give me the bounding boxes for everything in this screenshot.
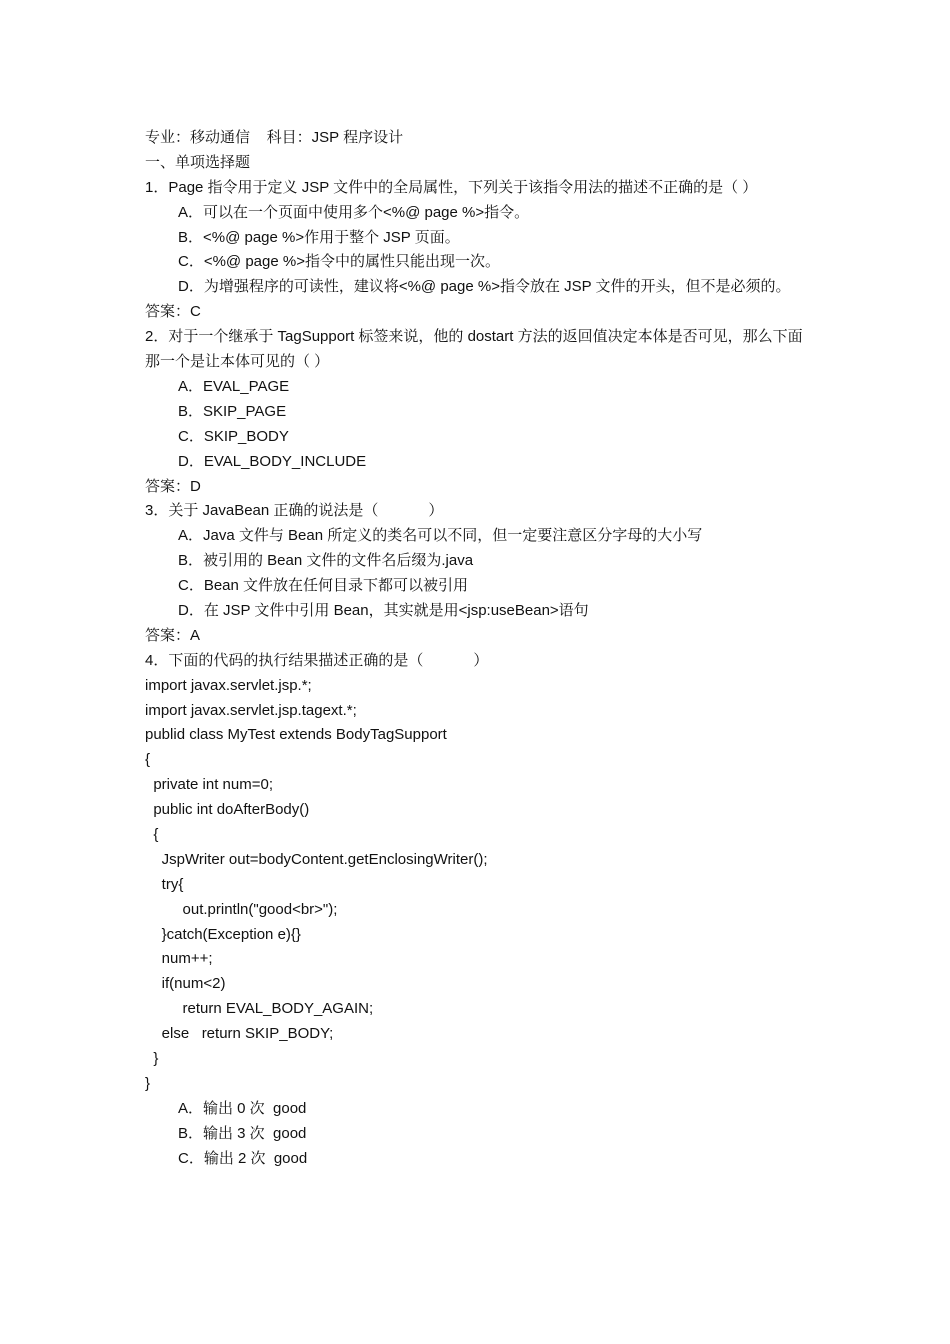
question-1-option-d: D．为增强程序的可读性，建议将<%@ page %>指令放在 JSP 文件的开头，但不是必须的。 (178, 278, 791, 296)
question-2-option-b: B．SKIP_PAGE (178, 402, 287, 420)
question-1-option-b: B．<%@ page %>作用于整个 JSP 页面。 (178, 228, 460, 246)
code-line: return EVAL_BODY_AGAIN; (145, 1000, 374, 1018)
question-2-option-c: C．SKIP_BODY (178, 427, 289, 445)
question-4-option-c: C．输出 2 次 good (178, 1149, 308, 1167)
question-3-stem: 3．关于 JavaBean 正确的说法是（ ） (145, 502, 444, 520)
code-line: if(num<2) (145, 975, 226, 993)
question-4-stem: 4．下面的代码的执行结果描述正确的是（ ） (145, 651, 489, 669)
question-1-stem: 1．Page 指令用于定义 JSP 文件中的全局属性，下列关于该指令用法的描述不正确的是（ ） (145, 178, 758, 196)
code-line: num++; (145, 950, 213, 968)
question-3-option-d: D．在 JSP 文件中引用 Bean，其实就是用<jsp:useBean>语句 (178, 601, 589, 619)
code-line: } (145, 1050, 159, 1068)
question-2-option-a: A．EVAL_PAGE (178, 377, 290, 395)
code-line: else return SKIP_BODY; (145, 1025, 334, 1043)
code-line: { (145, 826, 159, 843)
question-3-option-c: C．Bean 文件放在任何目录下都可以被引用 (178, 577, 469, 595)
question-4-option-a: A．输出 0 次 good (178, 1099, 307, 1117)
code-line: JspWriter out=bodyContent.getEnclosingWriter(); (145, 850, 488, 868)
code-line: { (145, 751, 151, 769)
question-3-option-b: B．被引用的 Bean 文件的文件名后缀为.java (178, 552, 474, 570)
header-line: 专业：移动通信 科目：JSP 程序设计 (145, 129, 404, 146)
code-line: }catch(Exception e){} (145, 925, 301, 943)
code-line: private int num=0; (145, 776, 273, 794)
question-1-option-c: C．<%@ page %>指令中的属性只能出现一次。 (178, 253, 500, 271)
code-line: try{ (145, 875, 184, 893)
code-line: import javax.servlet.jsp.tagext.*; (145, 701, 357, 719)
code-line: import javax.servlet.jsp.*; (145, 676, 312, 694)
code-line: out.println("good<br>"); (145, 900, 338, 918)
code-line: publid class MyTest extends BodyTagSupport (145, 726, 447, 744)
question-3-option-a: A．Java 文件与 Bean 所定义的类名可以不同，但一定要注意区分字母的大小写 (178, 527, 703, 545)
question-2-stem: 2．对于一个继承于 TagSupport 标签来说，他的 dostart 方法的返回值决定本体是否可见，那么下面那一个是让本体可见的（ ） (145, 328, 803, 371)
question-1-option-a: A．可以在一个页面中使用多个<%@ page %>指令。 (178, 203, 530, 221)
question-2-answer: 答案：D (145, 477, 201, 495)
question-4-option-b: B．输出 3 次 good (178, 1124, 307, 1142)
question-3-answer: 答案：A (145, 626, 201, 644)
document-content (145, 126, 810, 1171)
code-line: public int doAfterBody() (145, 801, 310, 819)
question-1-answer: 答案：C (145, 303, 201, 321)
section-title: 一、单项选择题 (145, 153, 251, 171)
code-line: } (145, 1074, 151, 1092)
question-2-option-d: D．EVAL_BODY_INCLUDE (178, 452, 367, 470)
